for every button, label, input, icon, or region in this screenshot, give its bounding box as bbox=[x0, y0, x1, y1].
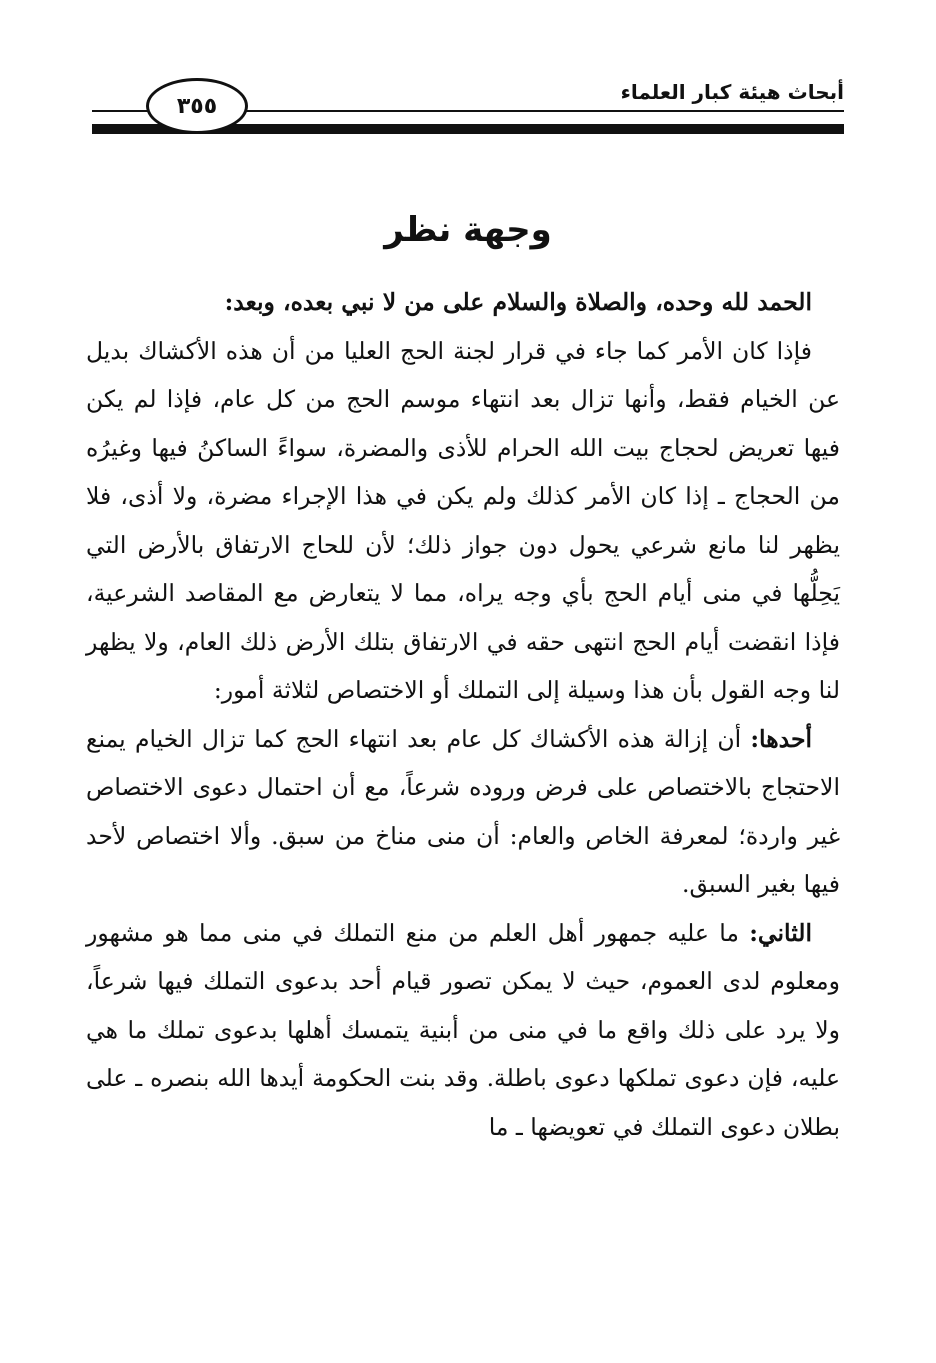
paragraph-lead: أحدها: bbox=[750, 724, 812, 753]
paragraph-opening bbox=[86, 278, 840, 327]
paragraph-text: فإذا كان الأمر كما جاء في قرار لجنة الحج العليا من أن هذه الأكشاك بديل عن الخيام فقط، وأنها تزال بعد انتهاء موسم الحج من كل عام، فإذا لم يكن فيها تعريض لحجاج بيت الله الحرام للأذى والمضرة، سواءً الساكنُ فيها وغيرُه من الحجاج ـ إذا كان الأمر كذلك ولم يكن في هذا الإجراء مضرة، ولا أذى، فلا يظهر لنا مانع شرعي يحول دون جواز ذلك؛ لأن للحاج الارتفاق بالأرض التي يَحِلُّها في منى أيام الحج بأي وجه يراه، مما لا يتعارض مع المقاصد الشرعية، فإذا انقضت أيام الحج انتهى حقه في الارتفاق بتلك الأرض ذلك العام، ولا يظهر لنا وجه القول بأن هذا وسيلة إلى التملك أو الاختصاص لثلاثة أمور: bbox=[86, 336, 840, 704]
running-header-title: أبحاث هيئة كبار العلماء bbox=[620, 80, 844, 104]
body-text bbox=[86, 278, 840, 1151]
page-number: ٣٥٥ bbox=[146, 78, 248, 134]
paragraph-text: أن إزالة هذه الأكشاك كل عام بعد انتهاء الحج كما تزال الخيام يمنع الاحتجاج بالاختصاص على فرض وروده شرعاً، مع أن احتمال دعوى الاختصاص غير واردة؛ لمعرفة الخاص والعام: أن منى مناخ من سبق. وألا اختصاص لأحد فيها بغير السبق. bbox=[86, 724, 840, 898]
section-title: وجهة نظر bbox=[384, 210, 552, 250]
paragraph-text: ما عليه جمهور أهل العلم من منع التملك في منى مما هو مشهور ومعلوم لدى العموم، حيث لا يمكن تصور قيام أحد بدعوى التملك فيها شرعاً، ولا يرد على ذلك واقع ما في منى من أبنية يتمسك أهلها بدعوى تملك ما هي عليه، فإن دعوى تملكها دعوى باطلة. وقد بنت الحكومة أيدها الله بنصره ـ على بطلان دعوى التملك في تعويضها ـ ما bbox=[86, 918, 840, 1141]
paragraph-text: الحمد لله وحده، والصلاة والسلام على من لا نبي بعده، وبعد: bbox=[224, 288, 812, 316]
paragraph-lead: الثاني: bbox=[749, 918, 812, 947]
paragraph-point-one bbox=[86, 715, 840, 909]
paragraph-point-two bbox=[86, 909, 840, 1152]
paragraph bbox=[86, 327, 840, 715]
